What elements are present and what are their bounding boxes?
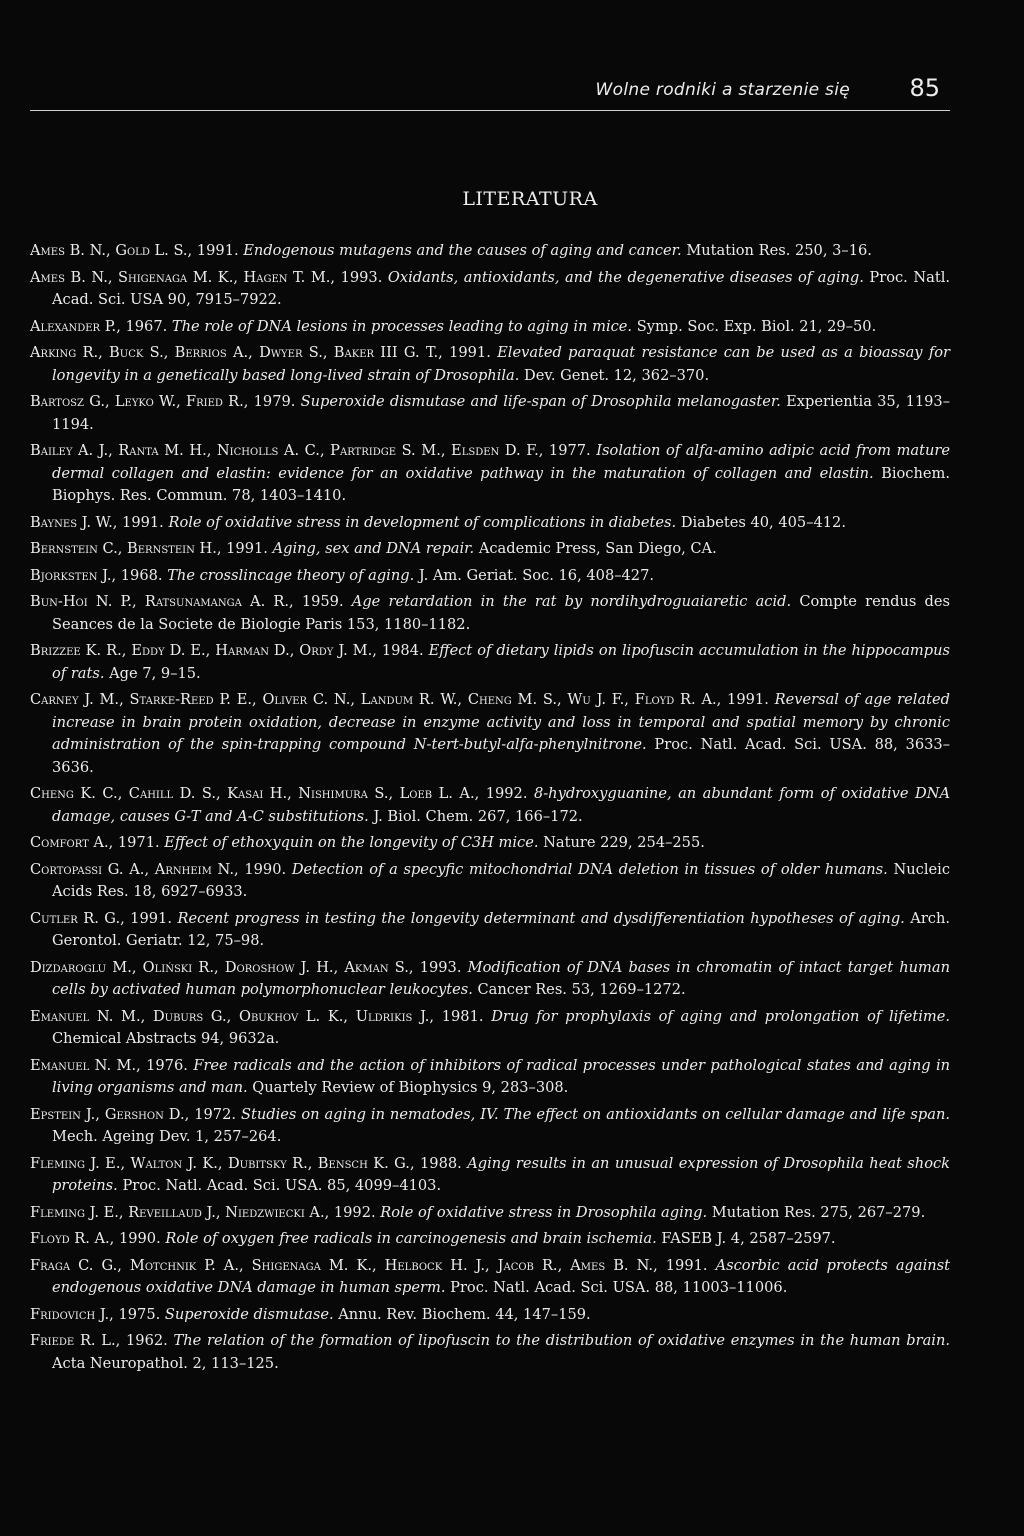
page-number: 85 — [909, 74, 940, 102]
reference-entry — [30, 1055, 950, 1100]
reference-source: Acta Neuropathol. 2, 113–125. — [52, 1354, 279, 1372]
reference-entry — [30, 1330, 950, 1375]
reference-authors: Bailey A. J., Ranta M. H., Nicholls A. C., Partridge S. M., Elsden D. F., 1977. — [30, 442, 591, 459]
reference-title: Detection of a specyfic mitochondrial DNA deletion in tissues of older humans. — [291, 860, 888, 878]
reference-authors: Fraga C. G., Motchnik P. A., Shigenaga M. K., Helbock H. J., Jacob R., Ames B. N., 1991. — [30, 1256, 708, 1274]
reference-source: Biochem. Biophys. Res. Commun. 78, 1403–1410. — [52, 464, 950, 504]
reference-source: Proc. Natl. Acad. Sci. USA. 88, 11003–11006. — [450, 1279, 788, 1296]
reference-authors: Arking R., Buck S., Berrios A., Dwyer S., Baker III G. T., 1991. — [30, 344, 491, 361]
reference-entry — [30, 240, 950, 263]
reference-source: Academic Press, San Diego, CA. — [478, 540, 717, 557]
reference-title: Studies on aging in nematodes, IV. The effect on antioxidants on cellular damage and life span. — [240, 1105, 950, 1123]
reference-title: Aging, sex and DNA repair. — [272, 540, 475, 557]
reference-entry — [30, 1304, 950, 1327]
reference-list — [30, 240, 950, 1379]
reference-entry — [30, 689, 950, 779]
reference-authors: Dizdaroglu M., Oliński R., Doroshow J. H., Akman S., 1993. — [30, 958, 462, 976]
reference-source: Mutation Res. 250, 3–16. — [686, 242, 872, 259]
reference-authors: Bjorksten J., 1968. — [30, 566, 163, 584]
reference-entry — [30, 640, 950, 685]
reference-entry — [30, 565, 950, 588]
reference-entry — [30, 957, 950, 1002]
reference-entry — [30, 538, 950, 561]
reference-title: The crosslincage theory of aging. — [167, 566, 415, 584]
reference-authors: Bernstein C., Bernstein H., 1991. — [30, 540, 268, 557]
reference-source: Nature 229, 254–255. — [543, 834, 705, 851]
reference-authors: Alexander P., 1967. — [30, 317, 168, 335]
reference-authors: Friede R. L., 1962. — [30, 1332, 168, 1349]
reference-entry — [30, 908, 950, 953]
reference-source: J. Am. Geriat. Soc. 16, 408–427. — [418, 566, 655, 584]
reference-entry — [30, 591, 950, 636]
reference-title: Endogenous mutagens and the causes of aging and cancer. — [243, 242, 682, 259]
reference-authors: Bun-Hoi N. P., Ratsunamanga A. R., 1959. — [30, 593, 344, 610]
reference-entry — [30, 1255, 950, 1300]
reference-title: Role of oxygen free radicals in carcinogenesis and brain ischemia. — [165, 1230, 657, 1247]
reference-title: Oxidants, antioxidants, and the degenerative diseases of aging. — [387, 268, 864, 286]
reference-source: Mech. Ageing Dev. 1, 257–264. — [52, 1128, 282, 1145]
reference-authors: Cutler R. G., 1991. — [30, 909, 172, 927]
reference-entry — [30, 1104, 950, 1149]
reference-title: Modification of DNA bases in chromatin of intact target human cells by activated human polymorphonuclear leukocytes. — [52, 958, 950, 998]
reference-authors: Ames B. N., Shigenaga M. K., Hagen T. M., 1993. — [30, 268, 383, 286]
reference-source: Proc. Natl. Acad. Sci. USA 90, 7915–7922. — [52, 268, 950, 308]
reference-source: J. Biol. Chem. 267, 166–172. — [373, 807, 583, 825]
reference-entry — [30, 1202, 950, 1225]
reference-title: Aging results in an unusual expression of Drosophila heat shock proteins. — [52, 1154, 950, 1194]
reference-source: Symp. Soc. Exp. Biol. 21, 29–50. — [636, 317, 877, 335]
reference-title: Age retardation in the rat by nordihydroguaiaretic acid. — [351, 593, 792, 610]
reference-entry — [30, 1153, 950, 1198]
reference-authors: Carney J. M., Starke-Reed P. E., Oliver C. N., Landum R. W., Cheng M. S., Wu J. F., Floyd R. A., 1991. — [30, 691, 769, 708]
reference-source: Proc. Natl. Acad. Sci. USA. 88, 3633–3636. — [52, 736, 950, 776]
reference-title: The relation of the formation of lipofuscin to the distribution of oxidative enzymes in the human brain. — [173, 1332, 950, 1349]
reference-entry — [30, 512, 950, 535]
reference-title: 8-hydroxyguanine, an abundant form of oxidative DNA damage, causes G-T and A-C substitutions. — [52, 785, 951, 825]
reference-authors: Cheng K. C., Cahill D. S., Kasai H., Nishimura S., Loeb L. A., 1992. — [30, 785, 528, 802]
reference-authors: Floyd R. A., 1990. — [30, 1230, 161, 1247]
reference-authors: Emanuel N. M., Duburs G., Obukhov L. K., Uldrikis J., 1981. — [30, 1007, 484, 1025]
reference-title: Free radicals and the action of inhibitors of radical processes under pathological states and aging in living organisms and man. — [52, 1056, 951, 1096]
reference-title: Ascorbic acid protects against endogenous oxidative DNA damage in human sperm. — [52, 1256, 951, 1296]
reference-title: Recent progress in testing the longevity determinant and dysdifferentiation hypotheses of aging. — [177, 909, 905, 927]
reference-authors: Fleming J. E., Walton J. K., Dubitsky R., Bensch K. G., 1988. — [30, 1154, 462, 1172]
reference-source: Experientia 35, 1193–1194. — [52, 393, 951, 433]
reference-authors: Brizzee K. R., Eddy D. E., Harman D., Ordy J. M., 1984. — [30, 642, 424, 659]
reference-entry — [30, 391, 950, 436]
section-title: LITERATURA — [462, 188, 598, 210]
reference-entry — [30, 783, 950, 828]
reference-title: Role of oxidative stress in development of complications in diabetes. — [168, 513, 677, 531]
reference-title: Superoxide dismutase. — [164, 1305, 334, 1323]
reference-source: Dev. Genet. 12, 362–370. — [524, 366, 710, 384]
reference-title: Elevated paraquat resistance can be used as a bioassay for longevity in a genetically based long-lived strain of Drosophila. — [52, 344, 950, 384]
reference-entry — [30, 859, 950, 904]
reference-title: Reversal of age related increase in brain protein oxidation, decrease in enzyme activity and loss in temporal and spatial memory by chronic administration of the spin-trapping compound N-tert-butyl-alfa-phenylnitrone. — [52, 691, 950, 753]
reference-entry — [30, 267, 950, 312]
reference-entry — [30, 316, 950, 339]
reference-authors: Baynes J. W., 1991. — [30, 513, 164, 531]
reference-entry — [30, 832, 950, 855]
reference-source: Chemical Abstracts 94, 9632a. — [52, 1030, 280, 1047]
reference-source: Nucleic Acids Res. 18, 6927–6933. — [52, 860, 950, 900]
running-title: Wolne rodniki a starzenie się — [595, 80, 850, 100]
reference-title: The role of DNA lesions in processes leading to aging in mice. — [171, 317, 633, 335]
reference-source: Annu. Rev. Biochem. 44, 147–159. — [338, 1305, 591, 1323]
reference-authors: Emanuel N. M., 1976. — [30, 1056, 188, 1074]
reference-source: Age 7, 9–15. — [109, 664, 201, 682]
reference-title: Role of oxidative stress in Drosophila aging. — [380, 1203, 708, 1221]
reference-title: Effect of dietary lipids on lipofuscin accumulation in the hippocampus of rats. — [52, 642, 950, 682]
reference-source: Mutation Res. 275, 267–279. — [711, 1203, 926, 1221]
reference-authors: Comfort A., 1971. — [30, 834, 160, 851]
reference-authors: Fridovich J., 1975. — [30, 1305, 161, 1323]
reference-source: Arch. Gerontol. Geriatr. 12, 75–98. — [52, 909, 951, 949]
reference-source: Compte rendus des Seances de la Societe de Biologie Paris 153, 1180–1182. — [52, 593, 951, 633]
reference-authors: Epstein J., Gershon D., 1972. — [30, 1105, 236, 1123]
reference-authors: Ames B. N., Gold L. S., 1991. — [30, 242, 239, 259]
reference-source: Quartely Review of Biophysics 9, 283–308. — [252, 1079, 569, 1096]
reference-entry — [30, 1006, 950, 1051]
reference-title: Effect of ethoxyquin on the longevity of C3H mice. — [164, 834, 539, 851]
reference-title: Isolation of alfa-amino adipic acid from mature dermal collagen and elastin: evidence for an oxidative pathway in the maturation of collagen and elastin. — [52, 442, 950, 482]
reference-title: Superoxide dismutase and life-span of Drosophila melanogaster. — [300, 393, 781, 410]
reference-title: Drug for prophylaxis of aging and prolongation of lifetime. — [491, 1007, 950, 1025]
reference-entry — [30, 1228, 950, 1251]
reference-authors: Bartosz G., Leyko W., Fried R., 1979. — [30, 393, 296, 410]
reference-entry — [30, 342, 950, 387]
reference-source: Diabetes 40, 405–412. — [680, 513, 846, 531]
reference-source: FASEB J. 4, 2587–2597. — [661, 1230, 836, 1247]
reference-entry — [30, 440, 950, 508]
reference-authors: Cortopassi G. A., Arnheim N., 1990. — [30, 860, 287, 878]
reference-authors: Fleming J. E., Reveillaud J., Niedzwiecki A., 1992. — [30, 1203, 376, 1221]
reference-source: Cancer Res. 53, 1269–1272. — [477, 981, 686, 998]
reference-source: Proc. Natl. Acad. Sci. USA. 85, 4099–4103. — [122, 1177, 442, 1194]
running-header — [30, 70, 950, 111]
